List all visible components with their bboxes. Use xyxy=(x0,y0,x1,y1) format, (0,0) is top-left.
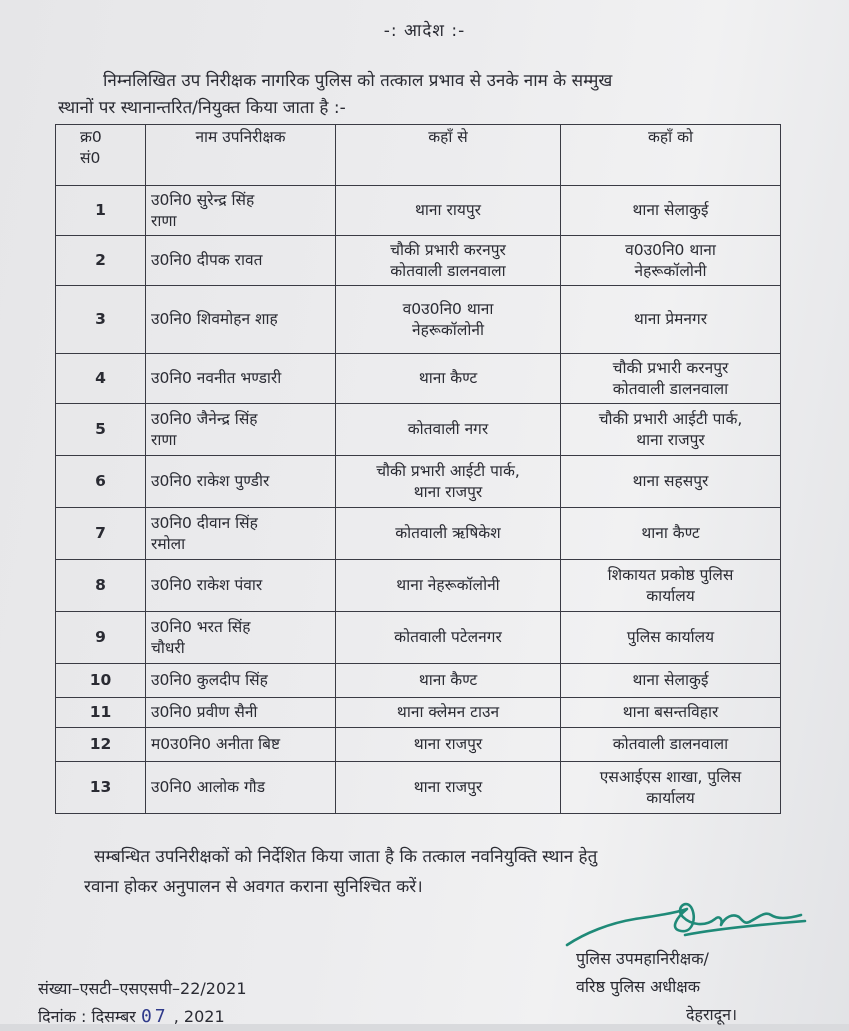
from-cell xyxy=(336,354,561,404)
from-cell xyxy=(336,404,561,456)
from-cell xyxy=(336,664,561,698)
to-text: थाना सेलाकुई xyxy=(632,201,709,219)
from-cell xyxy=(336,236,561,286)
serial-text: 2 xyxy=(95,251,106,269)
to-text: चौकी प्रभारी करनपुर xyxy=(612,358,729,377)
to-text: चौकी प्रभारी आईटी पार्क, xyxy=(598,409,743,428)
name-text: उ0नि0 भरत सिंह xyxy=(151,617,251,636)
name-text: उ0नि0 जैनेन्द्र सिंह xyxy=(151,409,258,428)
name-cell xyxy=(146,286,336,354)
name-text: उ0नि0 आलोक गौड xyxy=(151,778,265,796)
signatory-line-3: देहरादून। xyxy=(686,1005,738,1024)
date-line xyxy=(38,1003,247,1031)
date-day-handwritten: 07 xyxy=(140,1006,169,1027)
table-row xyxy=(56,762,781,814)
serial-cell xyxy=(56,508,146,560)
table-row xyxy=(56,236,781,286)
from-text: कोतवाली पटेलनगर xyxy=(394,628,502,646)
name-cell xyxy=(146,728,336,762)
to-cell xyxy=(561,560,781,612)
serial-cell xyxy=(56,664,146,698)
to-text: थाना सेलाकुई xyxy=(632,671,709,689)
name-text: उ0नि0 दीपक रावत xyxy=(151,251,263,269)
from-cell xyxy=(336,286,561,354)
from-text: कोतवाली डालनवाला xyxy=(390,261,506,280)
to-text: पुलिस कार्यालय xyxy=(626,628,715,646)
table-row xyxy=(56,728,781,762)
name-cell xyxy=(146,508,336,560)
name-text: उ0नि0 नवनीत भण्डारी xyxy=(151,369,282,387)
name-text: उ0नि0 कुलदीप सिंह xyxy=(151,671,268,689)
from-text: थाना रायपुर xyxy=(415,201,481,219)
from-text: नेहरूकॉलोनी xyxy=(412,320,484,339)
name-cell xyxy=(146,560,336,612)
to-text: कार्यालय xyxy=(646,788,695,807)
to-text: शिकायत प्रकोष्ठ पुलिस xyxy=(607,565,734,584)
from-text: थाना क्लेमन टाउन xyxy=(396,703,500,721)
to-text: थाना बसन्तविहार xyxy=(622,703,719,721)
name-cell xyxy=(146,762,336,814)
name-cell xyxy=(146,664,336,698)
name-text: राणा xyxy=(151,211,177,230)
date-label: दिनांक : दिसम्बर xyxy=(38,1007,136,1026)
to-text: कोतवाली डालनवाला xyxy=(612,379,729,398)
to-text: थाना कैण्ट xyxy=(641,524,700,542)
name-cell xyxy=(146,612,336,664)
serial-text: 7 xyxy=(95,524,106,542)
name-cell xyxy=(146,236,336,286)
serial-text: 5 xyxy=(95,420,106,438)
to-text: कोतवाली डालनवाला xyxy=(612,735,729,753)
name-cell xyxy=(146,456,336,508)
from-cell xyxy=(336,186,561,236)
intro-line-1: निम्नलिखित उप निरीक्षक नागरिक पुलिस को तत्काल प्रभाव से उनके नाम के सम्मुख xyxy=(103,71,613,91)
table-header-row xyxy=(56,125,781,186)
header-serial-line1: क्र0 xyxy=(80,128,102,146)
from-text: थाना राजपुर xyxy=(413,482,483,501)
name-cell xyxy=(146,404,336,456)
to-text: थाना राजपुर xyxy=(636,430,705,449)
serial-cell xyxy=(56,354,146,404)
name-cell xyxy=(146,698,336,728)
from-text: थाना राजपुर xyxy=(413,735,483,753)
table-row xyxy=(56,404,781,456)
name-text: उ0नि0 सुरेन्द्र सिंह xyxy=(151,190,255,209)
to-text: एसआईएस शाखा, पुलिस xyxy=(599,767,742,786)
to-cell xyxy=(561,664,781,698)
serial-text: 13 xyxy=(89,778,112,796)
header-serial xyxy=(56,125,146,186)
serial-cell xyxy=(56,728,146,762)
to-cell xyxy=(561,508,781,560)
name-text: म0उ0नि0 अनीता बिष्ट xyxy=(151,735,281,753)
serial-cell xyxy=(56,186,146,236)
to-text: नेहरूकॉलोनी xyxy=(634,261,707,280)
to-cell xyxy=(561,286,781,354)
table-row xyxy=(56,698,781,728)
table-row xyxy=(56,664,781,698)
serial-text: 4 xyxy=(95,369,106,387)
from-cell xyxy=(336,728,561,762)
from-text: थाना कैण्ट xyxy=(418,369,478,387)
serial-cell xyxy=(56,456,146,508)
serial-text: 8 xyxy=(95,576,106,594)
name-cell xyxy=(146,354,336,404)
from-text: व0उ0नि0 थाना xyxy=(402,299,494,318)
from-cell xyxy=(336,612,561,664)
from-cell xyxy=(336,762,561,814)
to-cell xyxy=(561,612,781,664)
serial-cell xyxy=(56,404,146,456)
from-text: थाना राजपुर xyxy=(413,778,483,796)
to-cell xyxy=(561,186,781,236)
name-text: उ0नि0 प्रवीण सैनी xyxy=(151,703,258,721)
from-text: थाना नेहरूकॉलोनी xyxy=(396,576,500,594)
signatory-block xyxy=(576,945,737,1029)
serial-text: 11 xyxy=(89,703,112,721)
from-text: कोतवाली ऋषिकेश xyxy=(395,524,501,542)
to-text: कार्यालय xyxy=(646,586,695,605)
to-cell xyxy=(561,354,781,404)
from-cell xyxy=(336,560,561,612)
table-row xyxy=(56,456,781,508)
name-text: चौधरी xyxy=(151,638,185,657)
name-cell xyxy=(146,186,336,236)
intro-line-2: स्थानों पर स्थानान्तरित/नियुक्त किया जाता है :- xyxy=(58,98,346,118)
from-text: चौकी प्रभारी करनपुर xyxy=(390,240,506,259)
closing-line-2: रवाना होकर अनुपालन से अवगत कराना सुनिश्चित करें। xyxy=(84,877,423,897)
closing-line-1: सम्बन्धित उपनिरीक्षकों को निर्देशित किया जाता है कि तत्काल नवनियुक्ति स्थान हेतु xyxy=(94,847,598,867)
name-text: राणा xyxy=(151,430,177,449)
table-row xyxy=(56,186,781,236)
from-cell xyxy=(336,698,561,728)
to-cell xyxy=(561,236,781,286)
header-name: नाम उपनिरीक्षक xyxy=(146,125,336,186)
name-text: रमोला xyxy=(151,534,186,553)
from-text: चौकी प्रभारी आईटी पार्क, xyxy=(376,461,520,480)
name-text: उ0नि0 शिवमोहन शाह xyxy=(151,310,278,328)
header-from: कहॉं से xyxy=(336,125,561,186)
serial-cell xyxy=(56,698,146,728)
date-year: , 2021 xyxy=(173,1007,225,1026)
serial-text: 1 xyxy=(95,201,106,219)
table-row xyxy=(56,508,781,560)
serial-cell xyxy=(56,560,146,612)
to-cell xyxy=(561,762,781,814)
signatory-line-1: पुलिस उपमहानिरीक्षक/ xyxy=(576,949,709,968)
table-row xyxy=(56,286,781,354)
to-cell xyxy=(561,728,781,762)
to-text: व0उ0नि0 थाना xyxy=(625,240,716,259)
serial-cell xyxy=(56,286,146,354)
from-cell xyxy=(336,456,561,508)
serial-text: 3 xyxy=(95,310,106,328)
serial-text: 9 xyxy=(95,628,106,646)
to-text: थाना प्रेमनगर xyxy=(633,310,708,328)
serial-cell xyxy=(56,236,146,286)
to-cell xyxy=(561,698,781,728)
table-row xyxy=(56,354,781,404)
serial-text: 6 xyxy=(95,472,106,490)
reference-block xyxy=(38,975,247,1031)
serial-text: 10 xyxy=(89,671,112,689)
closing-paragraph xyxy=(84,842,829,902)
signatory-line-2: वरिष्ठ पुलिस अधीक्षक xyxy=(576,977,701,996)
serial-cell xyxy=(56,612,146,664)
from-text: थाना कैण्ट xyxy=(418,671,478,689)
to-cell xyxy=(561,404,781,456)
name-text: उ0नि0 राकेश पुण्डीर xyxy=(151,472,270,490)
name-text: उ0नि0 राकेश पंवार xyxy=(151,576,263,594)
serial-text: 12 xyxy=(89,735,112,753)
header-serial-line2: सं0 xyxy=(80,149,101,167)
table-row xyxy=(56,560,781,612)
header-to: कहॉं को xyxy=(561,125,781,186)
name-text: उ0नि0 दीवान सिंह xyxy=(151,513,258,532)
order-heading: -: आदेश :- xyxy=(383,21,466,41)
serial-cell xyxy=(56,762,146,814)
intro-paragraph xyxy=(58,68,798,122)
table-row xyxy=(56,612,781,664)
to-cell xyxy=(561,456,781,508)
to-text: थाना सहसपुर xyxy=(632,472,709,490)
transfer-table xyxy=(55,124,781,814)
from-text: कोतवाली नगर xyxy=(407,420,489,438)
from-cell xyxy=(336,508,561,560)
reference-number: संख्या–एसटी–एसएसपी–22/2021 xyxy=(38,979,247,998)
